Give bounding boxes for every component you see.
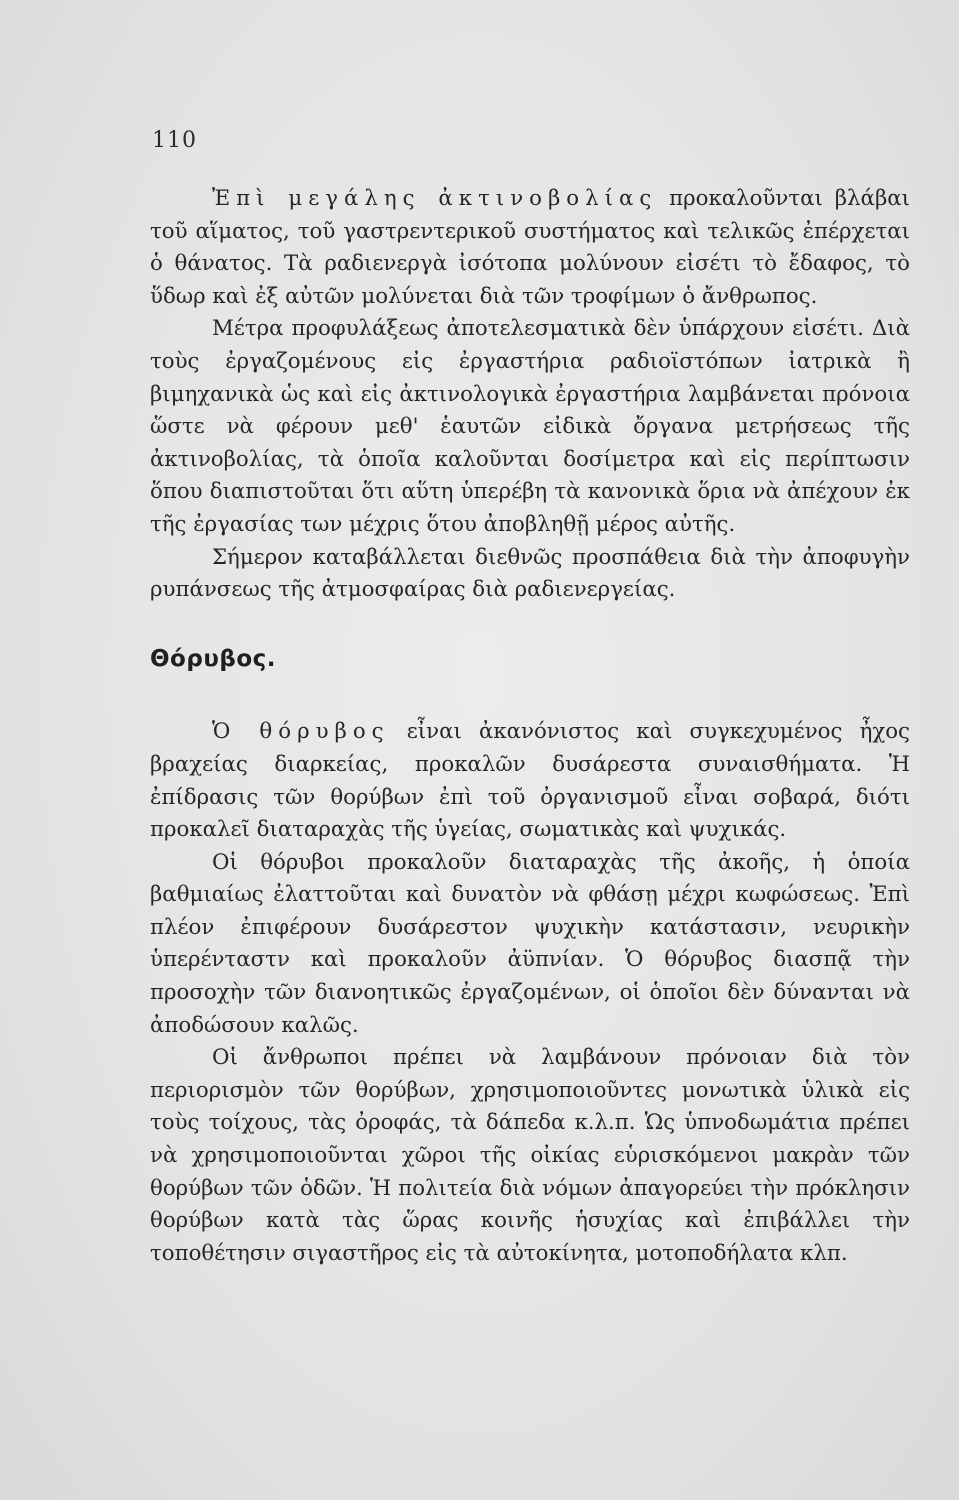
paragraph-noise-hearing: Οἱ θόρυβοι προκαλοῦν διαταραχὰς τῆς ἀκοῆς, ἡ ὁποία βαθμιαίως ἐλαττοῦται καὶ δυνατὸν νὰ φθάσῃ μέχρι κωφώσεως. Ἐπὶ πλέον ἐπιφέρουν δυσάρεστον ψυχικὴν κατάστασιν, νευρικὴν ὑπερένταστν καὶ προκαλοῦν ἀϋπνίαν. Ὁ θόρυβος διασπᾷ τὴν προσοχὴν τῶν διανοητικῶς ἐργαζομένων, οἱ ὁποῖοι δὲν δύνανται νὰ ἀποδώσουν καλῶς. xyxy=(150,849,910,1038)
paragraph-noise-definition xyxy=(150,716,910,846)
paragraph-international-effort: Σήμερον καταβάλλεται διεθνῶς προσπάθεια διὰ τὴν ἀποφυγὴν ρυπάνσεως τῆς ἀτμοσφαίρας διὰ ραδιενεργείας. xyxy=(150,544,910,603)
paragraph-text: εἶναι ἀκανόνιστος καὶ συγκεχυμένος ἦχος βραχείας διαρκείας, προκαλῶν δυσάρεστα συναισθήματα. Ἡ ἐπίδρασις τῶν θορύβων ἐπὶ τοῦ ὀργανισμοῦ εἶναι σοβαρά, διότι προκαλεῖ διαταραχὰς τῆς ὑγείας, σωματικὰς καὶ ψυχικάς. xyxy=(150,719,910,843)
body-text xyxy=(150,183,910,1270)
emphasized-phrase: Ἐπὶ μεγάλης ἀκτινοβολίας xyxy=(212,186,658,211)
paragraph-text: προκαλοῦνται βλάβαι τοῦ αἵματος, τοῦ γαστρεντερικοῦ συστήματος καὶ τελικῶς ἐπέρχεται ὁ θάνατος. Τὰ ραδιενεργὰ ἰσότοπα μολύνουν εἰσέτι τὸ ἔδαφος, τὸ ὕδωρ καὶ ἐξ αὐτῶν μολύνεται διὰ τῶν τροφίμων ὁ ἄνθρωπος. xyxy=(150,186,910,309)
emphasized-phrase: Ὁ θόρυβος xyxy=(212,719,390,745)
paragraph-noise-limitation: Οἱ ἄνθρωποι πρέπει νὰ λαμβάνουν πρόνοιαν διὰ τὸν περιορισμὸν τῶν θορύβων, χρησιμοποιοῦντες μονωτικὰ ὑλικὰ εἰς τοὺς τοίχους, τὰς ὀροφάς, τὰ δάπεδα κ.λ.π. Ὡς ὑπνοδωμάτια πρέπει νὰ χρησιμοποιοῦνται χῶροι τῆς οἰκίας εὑρισκόμενοι μακρὰν τῶν θορύβων τῶν ὁδῶν. Ἡ πολιτεία διὰ νόμων ἀπαγορεύει τὴν πρόκλησιν θορύβων κατὰ τὰς ὥρας κοινῆς ἡσυχίας καὶ ἐπιβάλλει τὴν τοποθέτησιν σιγαστῆρος εἰς τὰ αὐτοκίνητα, μοτοποδήλατα κλπ. xyxy=(150,1045,910,1266)
paragraph-radiation-effects xyxy=(150,183,910,313)
page-number: 110 xyxy=(152,128,197,153)
section-heading-noise: Θόρυβος. xyxy=(150,645,276,672)
paragraph-protection-measures: Μέτρα προφυλάξεως ἀποτελεσματικὰ δὲν ὑπάρχουν εἰσέτι. Διὰ τοὺς ἐργαζομένους εἰς ἐργαστήρια ραδιοϊστόπων ἰατρικὰ ἢ βιμηχανικὰ ὡς καὶ εἰς ἀκτινολογικὰ ἐργαστήρια λαμβάνεται πρόνοια ὥστε νὰ φέρουν μεθ' ἑαυτῶν εἰδικὰ ὄργανα μετρήσεως τῆς ἀκτινοβολίας, τὰ ὁποῖα καλοῦνται δοσίμετρα καὶ εἰς περίπτωσιν ὅπου διαπιστοῦται ὅτι αὕτη ὑπερέβη τὰ κανονικὰ ὅρια νὰ ἀπέχουν ἐκ τῆς ἐργασίας των μέχρις ὅτου ἀποβληθῇ μέρος αὐτῆς. xyxy=(150,316,910,537)
